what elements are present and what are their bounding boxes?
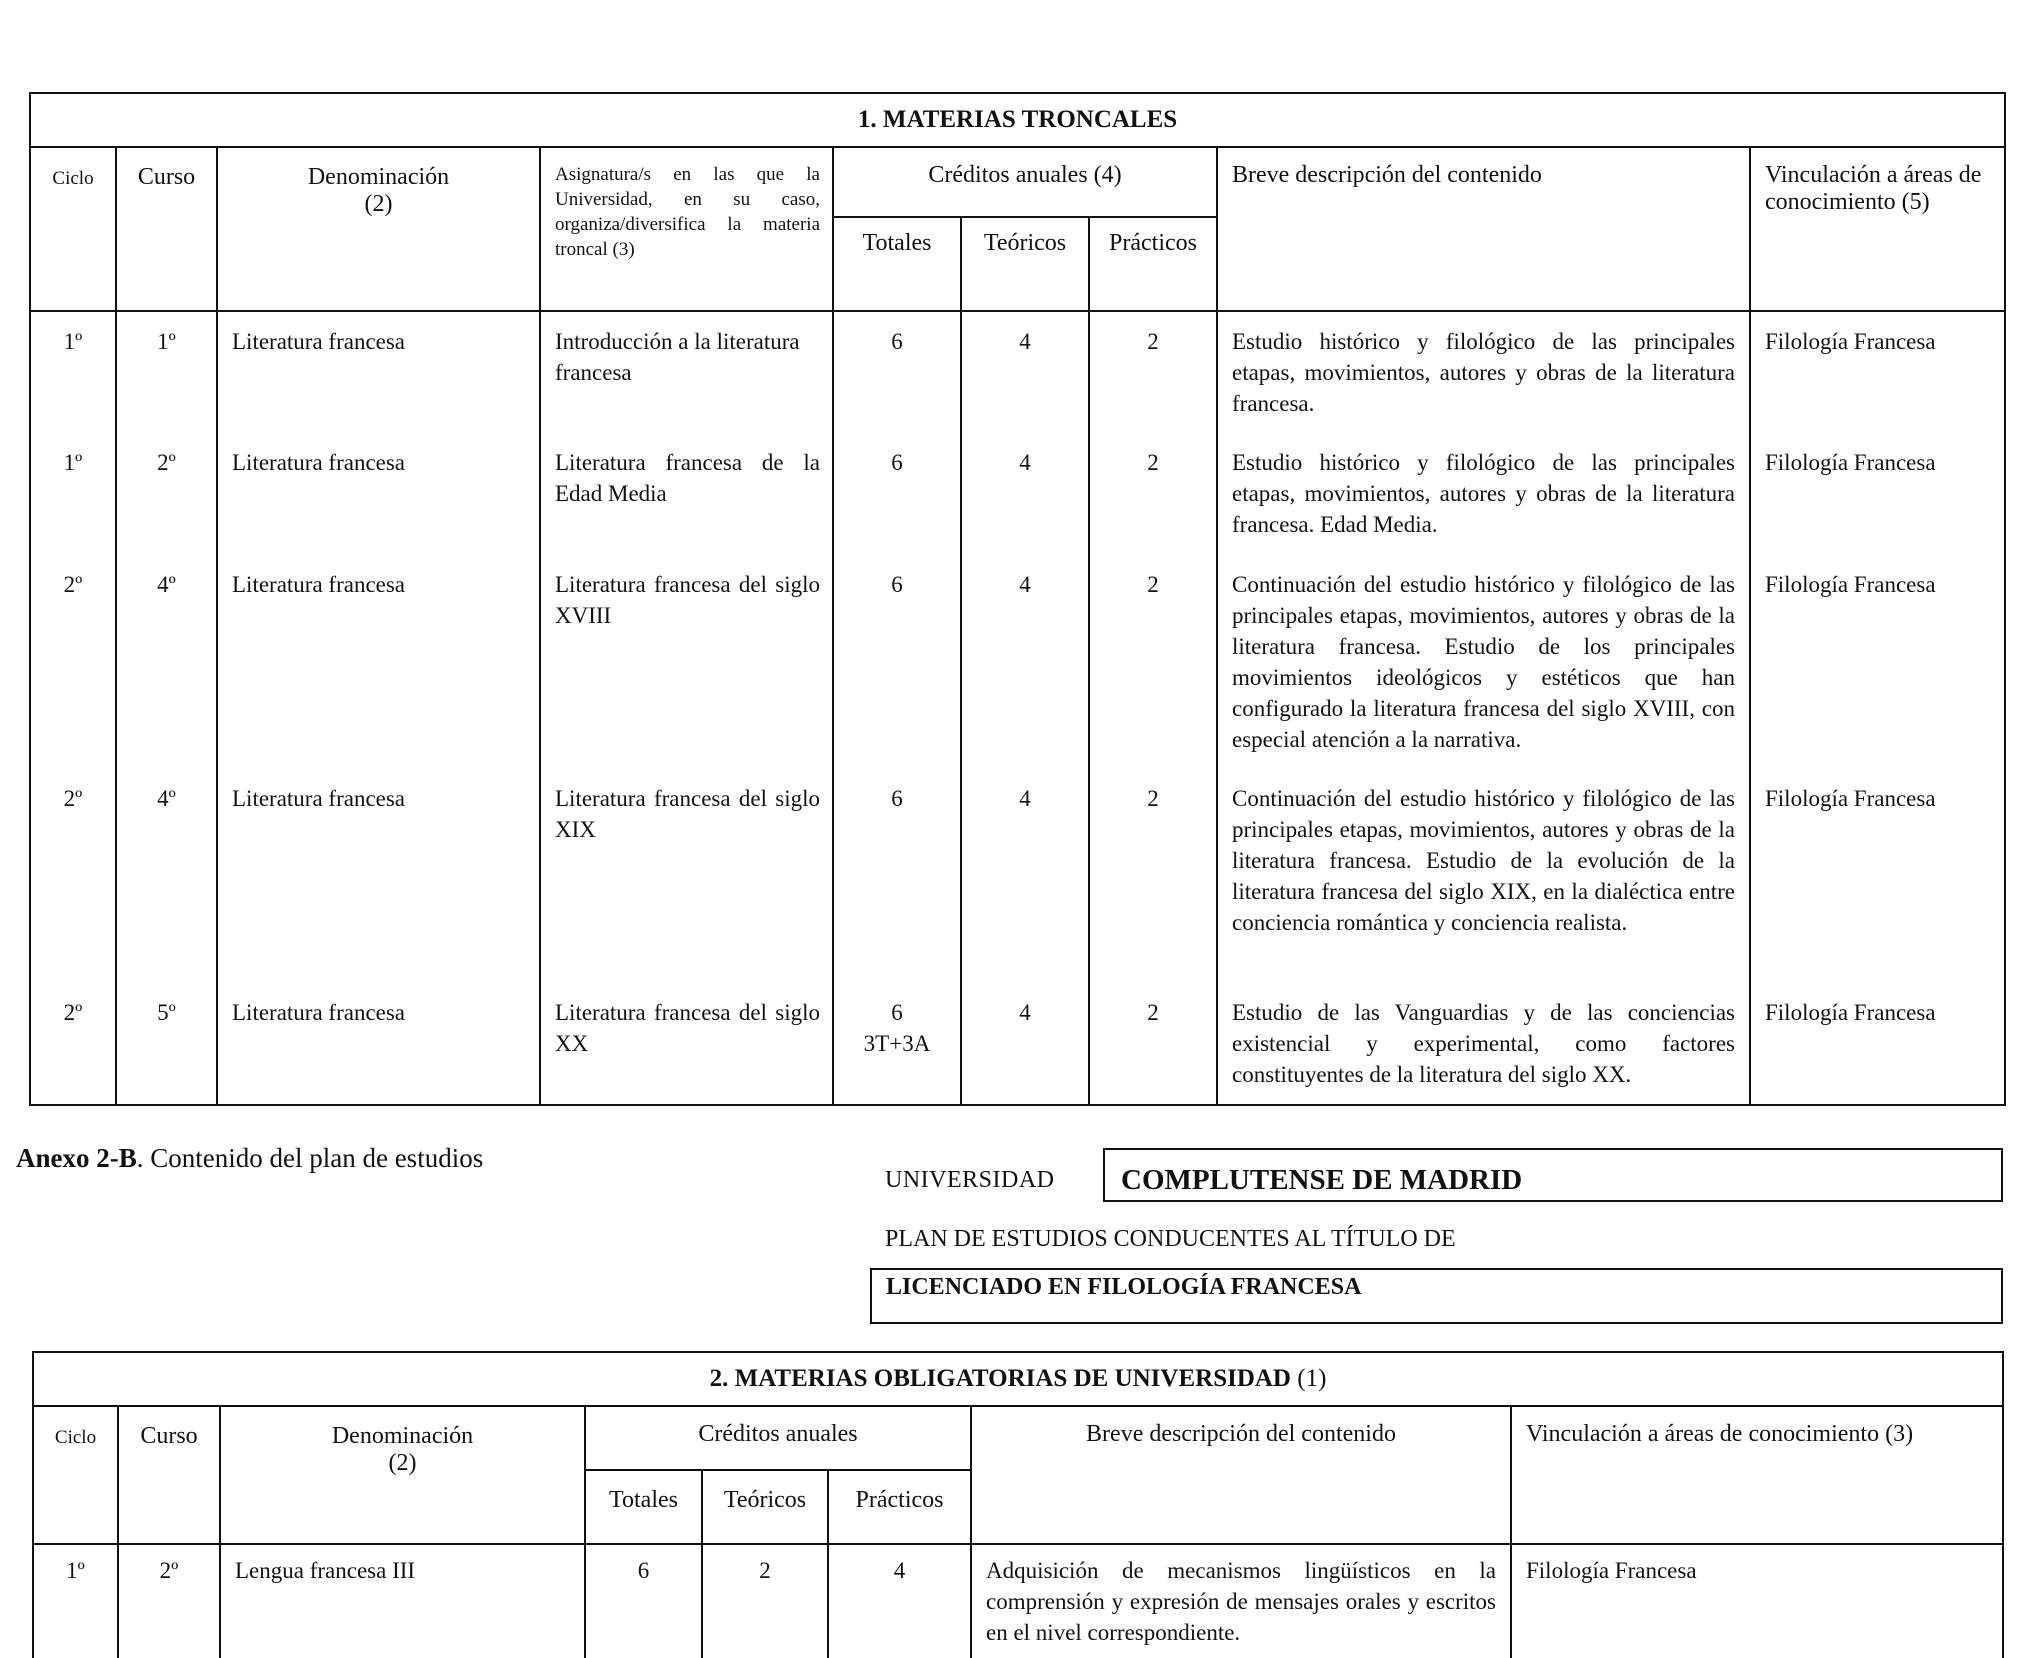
materias-obligatorias-table xyxy=(32,1351,2004,1658)
cell-descripcion: Estudio histórico y filológico de las principales etapas, movimientos, autores y obras de la literatura francesa. Edad Media. xyxy=(1217,433,1750,555)
cell-denominacion: Literatura francesa xyxy=(217,983,540,1105)
cell-asignatura: Literatura francesa del siglo XIX xyxy=(540,769,833,983)
cell-descripcion: Estudio de las Vanguardias y de las conciencias existencial y experimental, como factores constituyentes de la literatura del siglo XX. xyxy=(1217,983,1750,1105)
header-creditos: Créditos anuales xyxy=(585,1406,971,1470)
table-row xyxy=(30,311,2005,433)
cell-denominacion: Lengua francesa III xyxy=(220,1544,585,1658)
universidad-value: COMPLUTENSE DE MADRID xyxy=(1103,1148,2003,1202)
cell-descripcion: Estudio histórico y filológico de las principales etapas, movimientos, autores y obras de la literatura francesa. xyxy=(1217,311,1750,433)
cell-ciclo: 2º xyxy=(30,983,116,1105)
annex-label xyxy=(16,1143,483,1174)
cell-ciclo: 1º xyxy=(30,433,116,555)
cell-practicos: 2 xyxy=(1089,983,1217,1105)
cell-teoricos: 2 xyxy=(702,1544,828,1658)
header-asignaturas: Asignatura/s en las que la Universidad, en su caso, organiza/diversifica la materia troncal (3) xyxy=(540,147,833,311)
cell-teoricos: 4 xyxy=(961,769,1089,983)
table2-title xyxy=(33,1352,2003,1406)
header-vinculacion: Vinculación a áreas de conocimiento (5) xyxy=(1750,147,2005,311)
header-descripcion: Breve descripción del contenido xyxy=(1217,147,1750,311)
titulo-value: LICENCIADO EN FILOLOGÍA FRANCESA xyxy=(870,1268,2003,1324)
cell-totales-value: 6 xyxy=(891,450,903,475)
cell-totales xyxy=(833,555,961,769)
cell-vinculacion: Filología Francesa xyxy=(1511,1544,2003,1658)
cell-denominacion: Literatura francesa xyxy=(217,311,540,433)
header-practicos: Prácticos xyxy=(828,1470,971,1544)
header-denominacion-label: Denominación xyxy=(331,1423,474,1449)
header-vinculacion: Vinculación a áreas de conocimiento (3) xyxy=(1511,1406,2003,1544)
cell-denominacion: Literatura francesa xyxy=(217,433,540,555)
cell-curso: 4º xyxy=(116,769,217,983)
cell-totales xyxy=(833,983,961,1105)
cell-practicos: 2 xyxy=(1089,555,1217,769)
table-row xyxy=(30,433,2005,555)
cell-curso: 2º xyxy=(118,1544,220,1658)
header-denominacion xyxy=(217,147,540,311)
cell-totales-extra: 3T+3A xyxy=(863,1031,931,1056)
table-row xyxy=(30,983,2005,1105)
cell-teoricos: 4 xyxy=(961,433,1089,555)
cell-teoricos: 4 xyxy=(961,555,1089,769)
cell-totales: 6 xyxy=(585,1544,702,1658)
header-curso: Curso xyxy=(118,1406,220,1544)
cell-curso: 2º xyxy=(116,433,217,555)
cell-totales-value: 6 xyxy=(891,786,903,811)
header-teoricos: Teóricos xyxy=(961,217,1089,311)
cell-vinculacion: Filología Francesa xyxy=(1750,769,2005,983)
cell-teoricos: 4 xyxy=(961,983,1089,1105)
cell-totales-value: 6 xyxy=(891,329,903,354)
table2-title-text: 2. MATERIAS OBLIGATORIAS DE UNIVERSIDAD xyxy=(709,1365,1291,1392)
materias-troncales-table xyxy=(29,92,2006,1106)
cell-vinculacion: Filología Francesa xyxy=(1750,311,2005,433)
table-row xyxy=(33,1544,2003,1658)
header-denominacion-label: Denominación xyxy=(307,164,450,190)
table1-title: 1. MATERIAS TRONCALES xyxy=(30,93,2005,147)
cell-descripcion: Continuación del estudio histórico y filológico de las principales etapas, movimientos, autores y obras de la literatura francesa. Estudio de la evolución de la literatura francesa del siglo XIX, en la dialéctica entre conciencia romántica y conciencia realista. xyxy=(1217,769,1750,983)
table-row xyxy=(30,555,2005,769)
header-denominacion xyxy=(220,1406,585,1544)
cell-descripcion: Adquisición de mecanismos lingüísticos en la comprensión y expresión de mensajes orales y escritos en el nivel correspondiente. xyxy=(971,1544,1511,1658)
cell-ciclo: 2º xyxy=(30,769,116,983)
cell-asignatura: Literatura francesa de la Edad Media xyxy=(540,433,833,555)
cell-asignatura: Literatura francesa del siglo XVIII xyxy=(540,555,833,769)
cell-vinculacion: Filología Francesa xyxy=(1750,433,2005,555)
cell-curso: 1º xyxy=(116,311,217,433)
header-descripcion: Breve descripción del contenido xyxy=(971,1406,1511,1544)
header-totales: Totales xyxy=(833,217,961,311)
annex-label-rest: . Contenido del plan de estudios xyxy=(136,1143,484,1173)
cell-denominacion: Literatura francesa xyxy=(217,769,540,983)
cell-asignatura: Introducción a la literatura francesa xyxy=(540,311,833,433)
header-totales: Totales xyxy=(585,1470,702,1544)
header-creditos: Créditos anuales (4) xyxy=(833,147,1217,217)
cell-ciclo: 2º xyxy=(30,555,116,769)
cell-totales xyxy=(833,769,961,983)
header-denominacion-note: (2) xyxy=(364,191,393,217)
cell-practicos: 4 xyxy=(828,1544,971,1658)
table-row xyxy=(30,769,2005,983)
header-curso: Curso xyxy=(116,147,217,311)
cell-totales xyxy=(833,433,961,555)
header-ciclo: Ciclo xyxy=(30,147,116,311)
cell-descripcion: Continuación del estudio histórico y filológico de las principales etapas, movimientos, autores y obras de la literatura francesa. Estudio de los principales movimientos ideológicos y estéticos que han configurado la literatura francesa del siglo XVIII, con especial atención a la narrativa. xyxy=(1217,555,1750,769)
cell-ciclo: 1º xyxy=(33,1544,118,1658)
cell-totales-value: 6 xyxy=(891,1000,903,1025)
header-denominacion-note: (2) xyxy=(388,1450,417,1476)
plan-label: PLAN DE ESTUDIOS CONDUCENTES AL TÍTULO DE xyxy=(885,1226,1456,1252)
cell-ciclo: 1º xyxy=(30,311,116,433)
cell-denominacion: Literatura francesa xyxy=(217,555,540,769)
annex-label-bold: Anexo 2-B xyxy=(16,1143,137,1173)
cell-totales xyxy=(833,311,961,433)
cell-practicos: 2 xyxy=(1089,311,1217,433)
cell-asignatura: Literatura francesa del siglo XX xyxy=(540,983,833,1105)
table2-title-note: (1) xyxy=(1297,1365,1327,1392)
cell-totales-value: 6 xyxy=(891,572,903,597)
cell-curso: 5º xyxy=(116,983,217,1105)
header-practicos: Prácticos xyxy=(1089,217,1217,311)
cell-vinculacion: Filología Francesa xyxy=(1750,555,2005,769)
cell-practicos: 2 xyxy=(1089,769,1217,983)
cell-curso: 4º xyxy=(116,555,217,769)
cell-teoricos: 4 xyxy=(961,311,1089,433)
header-ciclo: Ciclo xyxy=(33,1406,118,1544)
universidad-label: UNIVERSIDAD xyxy=(885,1167,1055,1193)
header-teoricos: Teóricos xyxy=(702,1470,828,1544)
cell-practicos: 2 xyxy=(1089,433,1217,555)
cell-vinculacion: Filología Francesa xyxy=(1750,983,2005,1105)
